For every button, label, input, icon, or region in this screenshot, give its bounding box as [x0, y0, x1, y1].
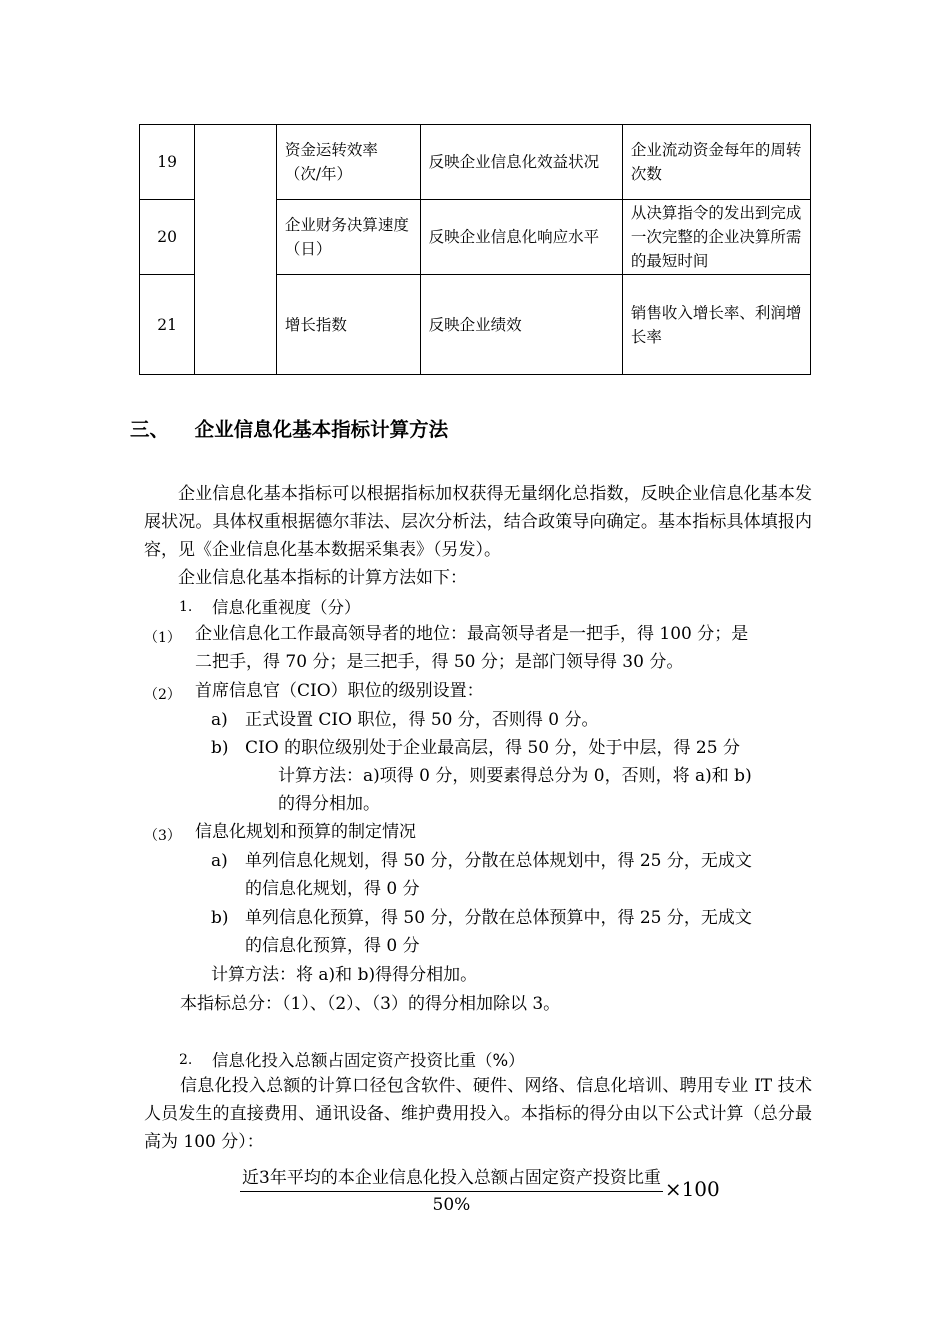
row-number: 21: [140, 275, 195, 375]
item1-sub2-a-label: a): [211, 710, 228, 730]
item1-total: 本指标总分：（1）、（2）、（3）的得分相加除以 3。: [180, 994, 561, 1014]
item1-sub3-a: 单列信息化规划，得 50 分，分散在总体规划中，得 25 分，无成文: [245, 851, 752, 871]
table-row: [140, 125, 811, 200]
indicator-definition: 销售收入增长率、利润增长率: [622, 275, 810, 375]
item1-sub2-text: 首席信息官（CIO）职位的级别设置：: [195, 681, 484, 701]
item1-number: 1.: [179, 599, 193, 615]
item1-sub1-number: （1）: [144, 630, 181, 646]
section-heading: [130, 414, 448, 442]
item1-sub2-b-label: b): [211, 738, 229, 758]
item1-sub3-b-label: b): [211, 908, 229, 928]
formula-denominator: 50%: [432, 1195, 471, 1215]
item1-sub3-number: （3）: [144, 828, 181, 844]
item1-sub3-calc: 计算方法：将 a)和 b)得得分相加。: [211, 965, 478, 985]
item1-sub2-number: （2）: [144, 687, 181, 703]
item1-sub3-b-cont: 的信息化预算，得 0 分: [245, 936, 420, 956]
item1-sub2-a: 正式设置 CIO 职位，得 50 分，否则得 0 分。: [245, 710, 599, 730]
indicator-table: [139, 124, 811, 375]
indicator-name: 企业财务决算速度（日）: [276, 200, 420, 275]
indicator-meaning: 反映企业信息化效益状况: [420, 125, 622, 200]
indicator-meaning: 反映企业信息化响应水平: [420, 200, 622, 275]
formula-multiplier: ×100: [664, 1177, 720, 1201]
item1-sub3-text: 信息化规划和预算的制定情况: [195, 822, 416, 842]
indicator-definition: 从决算指令的发出到完成一次完整的企业决算所需的最短时间: [622, 200, 810, 275]
item1-title: 信息化重视度（分）: [212, 598, 361, 617]
score-formula: [240, 1163, 720, 1215]
indicator-name: 资金运转效率（次/年）: [276, 125, 420, 200]
intro-paragraph: 企业信息化基本指标可以根据指标加权获得无量纲化总指数，反映企业信息化基本发展状况。具体权重根据德尔菲法、层次分析法，结合政策导向确定。基本指标具体填报内容，见《企业信息化基本数据采集表》（另发）。: [144, 484, 812, 560]
intro-method-line: 企业信息化基本指标的计算方法如下：: [178, 568, 467, 588]
indicator-definition: 企业流动资金每年的周转次数: [622, 125, 810, 200]
item1-sub1-text: 企业信息化工作最高领导者的地位：最高领导者是一把手，得 100 分；是: [195, 624, 749, 644]
item2-title: 信息化投入总额占固定资产投资比重（%）: [212, 1051, 525, 1070]
indicator-meaning: 反映企业绩效: [420, 275, 622, 375]
item1-sub3-a-label: a): [211, 851, 228, 871]
category-cell: [195, 125, 276, 375]
item2-paragraph: 信息化投入总额的计算口径包含软件、硬件、网络、信息化培训、聘用专业 IT 技术人员发生的直接费用、通讯设备、维护费用投入。本指标的得分由以下公式计算（总分最高为 100 分）：: [144, 1076, 812, 1152]
section-number: 三、: [130, 418, 170, 441]
item1-sub2-b: CIO 的职位级别处于企业最高层，得 50 分，处于中层，得 25 分: [245, 738, 740, 758]
indicator-name: 增长指数: [276, 275, 420, 375]
section-title: 企业信息化基本指标计算方法: [194, 418, 449, 441]
row-number: 19: [140, 125, 195, 200]
item1-sub1-text-cont: 二把手，得 70 分；是三把手，得 50 分；是部门领导得 30 分。: [195, 652, 684, 672]
row-number: 20: [140, 200, 195, 275]
item1-sub3-b: 单列信息化预算，得 50 分，分散在总体预算中，得 25 分，无成文: [245, 908, 752, 928]
item1-sub3-a-cont: 的信息化规划，得 0 分: [245, 879, 420, 899]
formula-numerator: 近3年平均的本企业信息化投入总额占固定资产投资比重: [240, 1163, 663, 1192]
item2-number: 2.: [179, 1052, 193, 1068]
item1-sub2-calc-cont: 的得分相加。: [278, 794, 380, 814]
formula-fraction: [240, 1163, 663, 1215]
item1-sub2-calc: 计算方法：a)项得 0 分，则要素得总分为 0，否则，将 a)和 b): [278, 766, 752, 786]
